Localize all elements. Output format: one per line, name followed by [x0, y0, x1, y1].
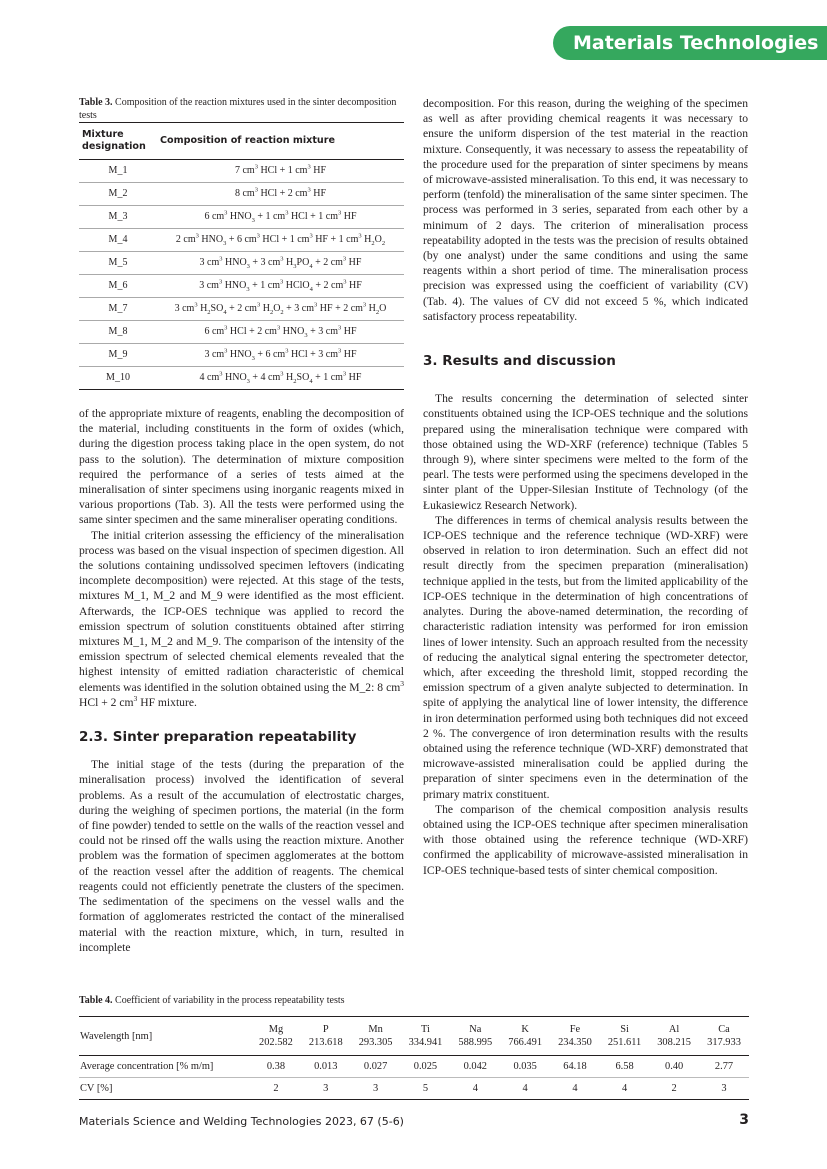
mixture-designation: M_4 — [79, 229, 157, 252]
mixture-composition: 3 $cm^3$ $HNO_3 + 1$ $cm^3$ HClO$_4$ + 2 $cm^3$ HF — [157, 275, 404, 298]
element-wavelength-cell — [699, 1017, 749, 1056]
left-column — [79, 96, 404, 955]
table-row — [79, 183, 404, 206]
mixture-composition: 3 $cm^3$ $HNO_3 + 3$ $cm^3$ $H_3PO_4 + 2$ $cm^3$ HF — [157, 252, 404, 275]
mixture-designation: M_5 — [79, 252, 157, 275]
mixture-designation: M_7 — [79, 298, 157, 321]
table-row — [79, 344, 404, 367]
table4-row-label-wavelength: Wavelength [nm] — [79, 1017, 251, 1056]
cv-cell: 2 — [251, 1078, 301, 1100]
average-concentration-cell: 0.025 — [401, 1056, 451, 1078]
right-paragraph-2: The results concerning the determination of selected sinter constituents obtained using the ICP-OES technique and the solutions prepared using the mineralisation technique were compared with those obtained using the WD-XRF (reference) technique (Tables 5 through 9), where sinter specimens were melted to the form of the pearl. The tests were performed using the specimens developed in the sinter plant of the Upper-Silesian Institute of Technology (of the Łukasiewicz Research Network). — [423, 392, 748, 512]
element-wavelength-cell — [301, 1017, 351, 1056]
element-symbol: Mg — [268, 1024, 284, 1035]
mixture-composition: 6 $cm^3$ $HNO_3 + 1$ $cm^3$ HCl + 1 $cm^3$ HF — [157, 206, 404, 229]
cv-cell: 4 — [550, 1078, 600, 1100]
element-wavelength: 308.215 — [657, 1037, 692, 1048]
section-heading-2-3: 2.3. Sinter preparation repeatability — [79, 729, 357, 746]
element-wavelength-cell — [401, 1017, 451, 1056]
table4-row-label-average: Average concentration [% m/m] — [79, 1056, 251, 1078]
table-row — [79, 206, 404, 229]
mixture-designation: M_1 — [79, 160, 157, 183]
cv-cell: 4 — [450, 1078, 500, 1100]
element-wavelength: 317.933 — [707, 1037, 741, 1048]
element-wavelength: 766.491 — [508, 1037, 543, 1048]
element-symbol: Mn — [368, 1024, 383, 1035]
average-concentration-cell: 6.58 — [600, 1056, 649, 1078]
element-wavelength: 213.618 — [308, 1037, 343, 1048]
element-wavelength: 293.305 — [358, 1037, 393, 1048]
element-wavelength: 202.582 — [259, 1037, 293, 1048]
element-symbol: Ca — [718, 1024, 730, 1035]
element-symbol: Na — [469, 1024, 482, 1035]
average-concentration-cell: 0.042 — [450, 1056, 500, 1078]
table-row — [79, 252, 404, 275]
cv-cell: 5 — [401, 1078, 451, 1100]
section-heading-3: 3. Results and discussion — [423, 353, 616, 370]
cv-cell: 3 — [699, 1078, 749, 1100]
element-symbol: P — [322, 1024, 329, 1035]
table4-row-label-cv: CV [%] — [79, 1078, 251, 1100]
table3-col2-header: Composition of reaction mixture — [157, 123, 404, 160]
right-paragraph-3: The differences in terms of chemical analysis results between the ICP-OES technique and the reference technique (WD-XRF) were observed in relation to iron determination. Such an effect did not result directly from the specimen preparation (mineralisation) technique applied in the tests, but from the limited applicability of the ICP-OES technique in the determination of high concentrations of analytes. During the above-named determination, the recording of characteristic radiation intensity was performed for iron emission lines of lower intensity. Such an approach resulted from the necessity of reducing the analytical signal entering the spectrometer detector, which, after exceeding the threshold limit, stopped recording the emission spectrum of a given analyte subjected to determination. In spite of applying the analytical line of lower intensity, the difference in iron determination performed using both techniques did not exceed 2 %. The convergence of iron determination results with the results obtained using the reference technique (WD-XRF) demonstrated that microwave-assisted mineralisation could be applied during the preparation of sinter specimens even in the determination of the primary matrix constituent. — [423, 513, 748, 801]
average-concentration-cell: 0.38 — [251, 1056, 301, 1078]
mixture-composition: 3 $cm^3$ $H_2SO_4 + 2$ $cm^3$ $H_2O_2 + 3$ $cm^3$ HF + 2 $cm^3$ $H_2O$ — [157, 298, 404, 321]
right-column — [423, 96, 748, 878]
left-paragraph-3: The initial stage of the tests (during the preparation of the mineralisation process) involved the identification of several problems. As a result of the accumulation of electrostatic charges, during the weighing of specimen portions, the material (in the form of fine powder) tended to settle on the walls of the reaction vessel and could not be rinsed off the walls using the reaction mixture. Another problem was the formation of specimen agglomerates at the bottom of the reaction vessel after the addition of reagents. The chemical reagents could not efficiently penetrate the clusters of the specimen. The sedimentation of the specimens on the vessel walls and the formation of agglomerates restricted the contact of the mineralised material with the reaction mixture, which, in turn, resulted in incomplete — [79, 758, 404, 954]
cv-cell: 4 — [600, 1078, 649, 1100]
table-row — [79, 229, 404, 252]
mixture-designation: M_8 — [79, 321, 157, 344]
element-wavelength-cell — [600, 1017, 649, 1056]
mixture-designation: M_3 — [79, 206, 157, 229]
table4-block — [79, 994, 749, 1100]
mixture-designation: M_6 — [79, 275, 157, 298]
table-row — [79, 275, 404, 298]
element-wavelength-cell — [550, 1017, 600, 1056]
table3-caption: Table 3. Composition of the reaction mixtures used in the sinter decomposition tests — [79, 97, 397, 121]
table4 — [79, 1016, 749, 1100]
left-paragraph-2: The initial criterion assessing the efficiency of the mineralisation process was based on the visual inspection of specimen digestion. All the solutions containing undissolved specimen leftovers (indicating incomplete decomposition) were rejected. At this stage of the tests, mixtures M_1, M_2 and M_9 were identified as the most efficient. Afterwards, the ICP-OES technique was applied to record the emission spectrum of solution constituents obtained after stirring mixtures M_1, M_2 and M_9. The comparison of the intensity of the emission spectrum of selected chemical elements revealed that the highest intensity of emitted radiation characteristic of chemical elements was identified in the solution obtained using the M_2: 8 $cm^3$ HCl + 2 $cm^3$ HF mixture. — [79, 528, 404, 709]
mixture-designation: M_2 — [79, 183, 157, 206]
element-wavelength: 588.995 — [458, 1037, 493, 1048]
element-wavelength-cell — [351, 1017, 401, 1056]
element-wavelength-cell — [251, 1017, 301, 1056]
mixture-designation: M_9 — [79, 344, 157, 367]
average-concentration-cell: 64.18 — [550, 1056, 600, 1078]
element-wavelength-cell — [649, 1017, 699, 1056]
element-symbol: K — [521, 1024, 529, 1035]
table-row — [79, 367, 404, 390]
table3 — [79, 122, 404, 390]
element-symbol: Fe — [569, 1024, 581, 1035]
cv-cell: 2 — [649, 1078, 699, 1100]
mixture-composition: 4 $cm^3$ $HNO_3 + 4$ $cm^3$ $H_2SO_4 + 1$ $cm^3$ HF — [157, 367, 404, 390]
page-number: 3 — [739, 1112, 749, 1128]
left-paragraph-1: of the appropriate mixture of reagents, enabling the decomposition of the material, including constituents in the form of oxides (which, during the digestion process taking place in the open system, do not pass to the solution). The determination of mixture composition required the performance of a series of tests aimed at the mineralisation of sinter specimens using inorganic reagents mixed in various proportions (Tab. 3). All the tests were performed using the same sinter specimen and the same mineraliser operating conditions. — [79, 407, 404, 527]
average-concentration-cell: 0.027 — [351, 1056, 401, 1078]
element-wavelength-cell — [450, 1017, 500, 1056]
average-concentration-cell: 2.77 — [699, 1056, 749, 1078]
element-symbol: Si — [620, 1024, 629, 1035]
cv-cell: 3 — [301, 1078, 351, 1100]
right-paragraph-4: The comparison of the chemical composition analysis results obtained using the ICP-OES technique after specimen mineralisation with those obtained using the reference technique (WD-XRF) confirmed the applicability of microwave-assisted mineralisation in ICP-OES technique-based tests of sinter chemical composition. — [423, 802, 748, 877]
mixture-composition: 6 $cm^3$ HCl + 2 $cm^3$ $HNO_3 + 3$ $cm^3$ HF — [157, 321, 404, 344]
table3-col1-header: Mixture designation — [79, 123, 157, 160]
average-concentration-cell: 0.40 — [649, 1056, 699, 1078]
element-wavelength-cell — [500, 1017, 550, 1056]
element-symbol: Al — [668, 1024, 680, 1035]
average-concentration-cell: 0.013 — [301, 1056, 351, 1078]
section-tab: Materials Technologies — [553, 26, 827, 60]
average-concentration-cell: 0.035 — [500, 1056, 550, 1078]
mixture-composition: 3 $cm^3$ $HNO_3 + 6$ $cm^3$ HCl + 3 $cm^3$ HF — [157, 344, 404, 367]
cv-cell: 3 — [351, 1078, 401, 1100]
right-paragraph-1: decomposition. For this reason, during the weighing of the specimen as well as after providing chemical reagents it was necessary to ensure the uniform dispersion of the test material in the reaction mixture. Consequently, it was necessary to assess the repeatability of the procedure used for the preparation of sinter specimens by means of microwave-assisted mineralisation. To this end, it was necessary to perform (tenfold) the mineralisation of the same sinter specimen. The process was performed in 3 series, separated from each other by a minimum of 2 days. The criterion of mineralisation process repeatability adopted in the tests was the precision of results obtained (by one analyst) under the same conditions and using the same reagents within a short period of time. The mineralisation process precision was expressed using the coefficient of variability (CV) (Tab. 4). The values of CV did not exceed 5 %, which indicated satisfactory process repeatability. — [423, 97, 748, 323]
element-wavelength: 251.611 — [607, 1037, 642, 1048]
mixture-composition: 8 $cm^3$ HCl + 2 $cm^3$ HF — [157, 183, 404, 206]
element-symbol: Ti — [421, 1024, 430, 1035]
table-row — [79, 160, 404, 183]
table4-caption: Table 4. Coefficient of variability in the process repeatability tests — [79, 995, 345, 1006]
mixture-designation: M_10 — [79, 367, 157, 390]
element-wavelength: 334.941 — [408, 1037, 443, 1048]
cv-cell: 4 — [500, 1078, 550, 1100]
mixture-composition: 7 $cm^3$ HCl + 1 $cm^3$ HF — [157, 160, 404, 183]
element-wavelength: 234.350 — [558, 1037, 592, 1048]
footer-journal: Materials Science and Welding Technologies 2023, 67 (5-6) — [79, 1115, 404, 1128]
table-row — [79, 298, 404, 321]
table-row — [79, 321, 404, 344]
mixture-composition: 2 $cm^3$ $HNO_3 + 6$ $cm^3$ HCl + 1 $cm^3$ HF + 1 $cm^3$ $H_2O_2$ — [157, 229, 404, 252]
